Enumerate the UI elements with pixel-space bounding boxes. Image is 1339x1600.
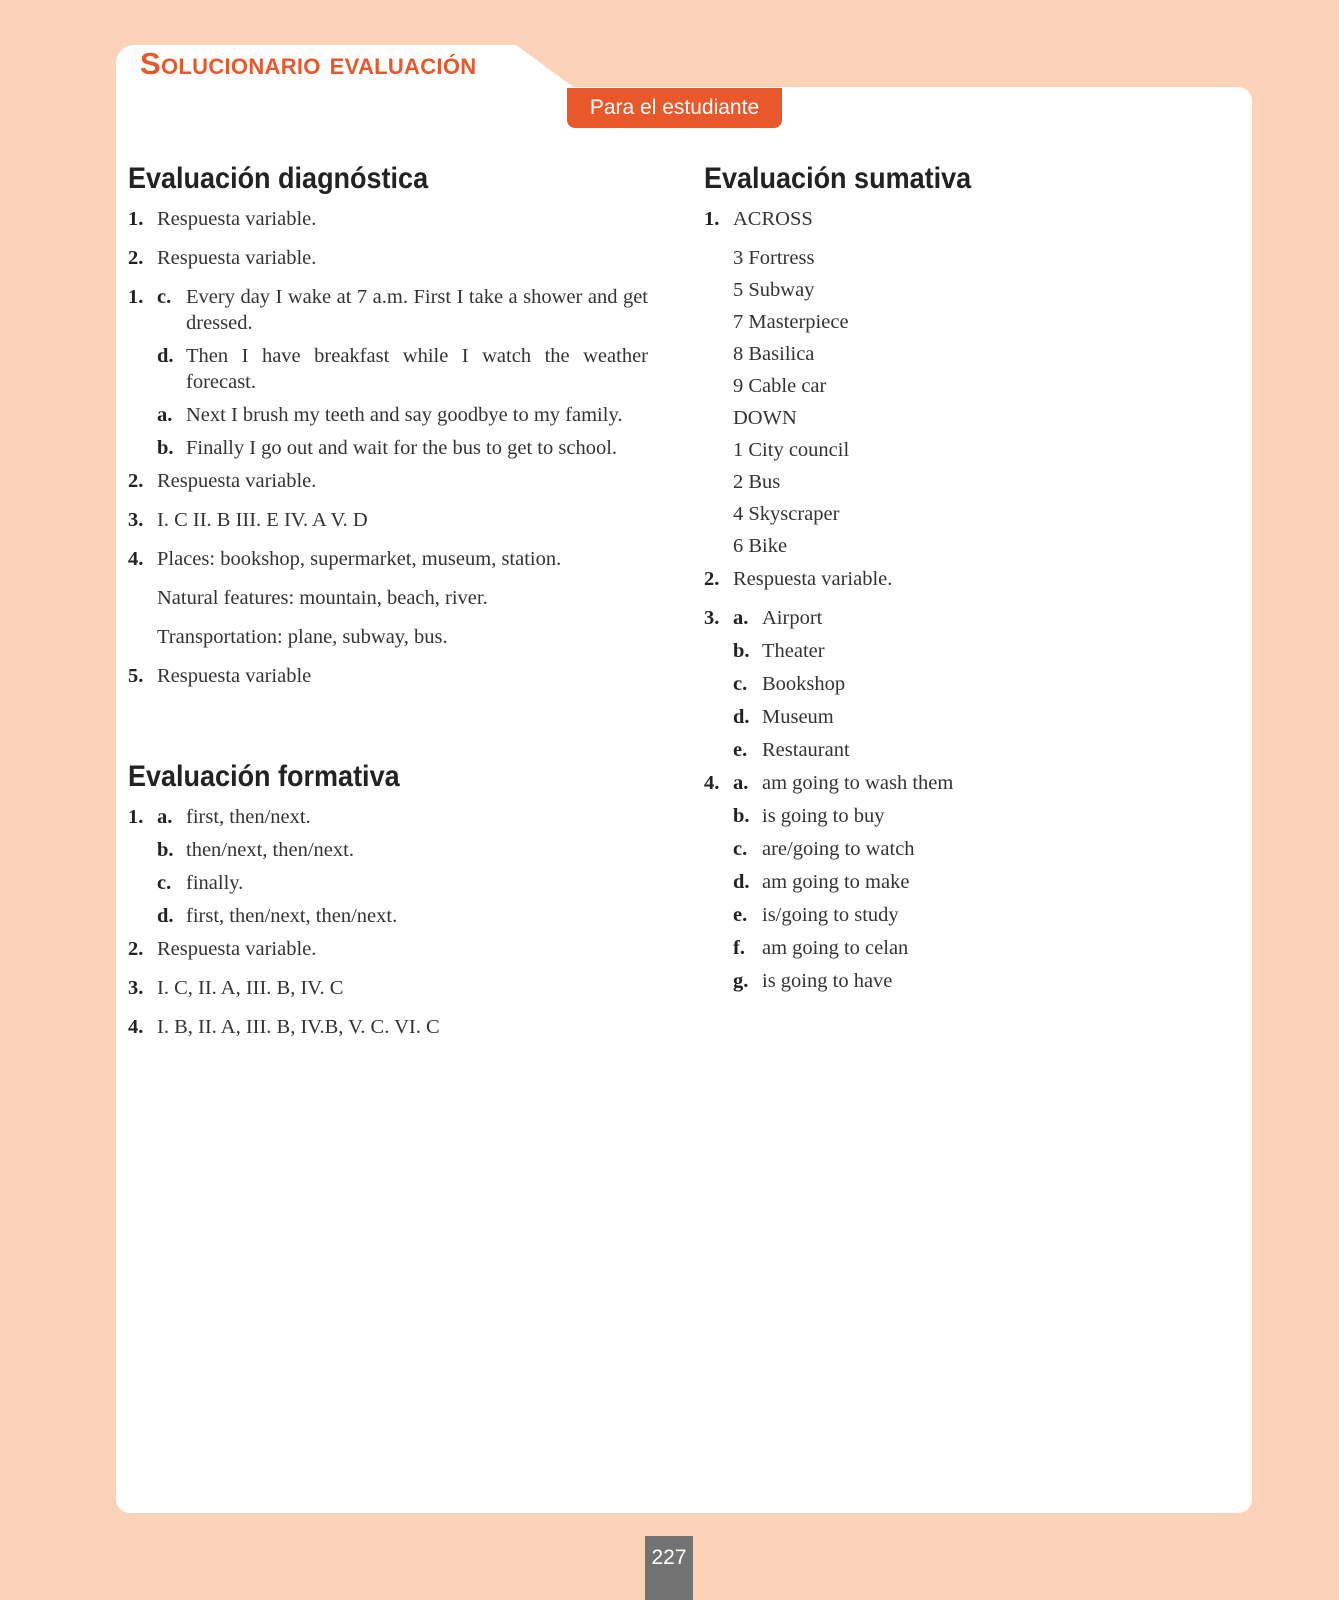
sub-letter: f. bbox=[733, 937, 745, 959]
sub-text: Then I have breakfast while I watch the weather forecast. bbox=[186, 345, 648, 393]
item-number: 4. bbox=[704, 772, 720, 794]
sub-letter: b. bbox=[157, 839, 174, 861]
crossword-answer: 3 Fortress bbox=[733, 247, 815, 269]
item-number: 1. bbox=[704, 208, 720, 230]
sub-text: first, then/next, then/next. bbox=[186, 905, 398, 927]
sub-letter: a. bbox=[733, 607, 749, 629]
sub-item bbox=[157, 837, 648, 863]
sub-letter: e. bbox=[733, 739, 748, 761]
list-item bbox=[704, 605, 1224, 763]
sub-letter: e. bbox=[733, 904, 748, 926]
list-item bbox=[128, 245, 648, 271]
sub-text: Museum bbox=[762, 706, 834, 728]
item-text: Transportation: plane, subway, bus. bbox=[157, 626, 448, 648]
sub-text: finally. bbox=[186, 872, 244, 894]
sub-letter: d. bbox=[733, 706, 750, 728]
sub-letter: c. bbox=[733, 673, 748, 695]
item-number: 5. bbox=[128, 665, 144, 687]
section-title-formativa: Evaluación formativa bbox=[128, 760, 400, 793]
left-column bbox=[128, 162, 648, 1053]
crossword-answer: 5 Subway bbox=[733, 279, 815, 301]
sub-text: first, then/next. bbox=[186, 806, 311, 828]
item-number: 1. bbox=[128, 806, 144, 828]
item-text: Respuesta variable. bbox=[733, 568, 893, 590]
sub-letter: d. bbox=[733, 871, 750, 893]
sub-letter: b. bbox=[157, 437, 174, 459]
sub-text: is going to have bbox=[762, 970, 893, 992]
sub-letter: d. bbox=[157, 905, 174, 927]
sub-text: Airport bbox=[762, 607, 823, 629]
list-item bbox=[128, 206, 648, 232]
item-number: 1. bbox=[128, 286, 144, 308]
item-number: 3. bbox=[128, 977, 144, 999]
list-item bbox=[128, 804, 648, 929]
item-number: 4. bbox=[128, 548, 144, 570]
sub-text: Theater bbox=[762, 640, 825, 662]
section-title-sumativa: Evaluación sumativa bbox=[704, 162, 972, 195]
sub-item bbox=[733, 704, 1224, 730]
sub-item bbox=[157, 343, 648, 395]
crossword-answer: 7 Masterpiece bbox=[733, 311, 849, 333]
sub-letter: d. bbox=[157, 345, 174, 367]
item-text: Respuesta variable bbox=[157, 665, 312, 687]
sub-text: are/going to watch bbox=[762, 838, 915, 860]
list-item-sequence bbox=[128, 284, 648, 461]
title-tab-corner bbox=[496, 45, 576, 89]
item-number: 2. bbox=[128, 470, 144, 492]
item-text: Natural features: mountain, beach, river. bbox=[157, 587, 488, 609]
sub-item bbox=[157, 903, 648, 929]
sub-item bbox=[733, 770, 1224, 796]
list-item bbox=[128, 507, 648, 533]
crossword-answer: 6 Bike bbox=[733, 535, 788, 557]
sub-letter: a. bbox=[733, 772, 749, 794]
sub-text: Finally I go out and wait for the bus to get to school. bbox=[186, 437, 618, 459]
item-text: Respuesta variable. bbox=[157, 470, 317, 492]
sub-letter: c. bbox=[157, 286, 172, 308]
sub-text: Every day I wake at 7 a.m. First I take a shower and get dressed. bbox=[186, 286, 648, 334]
item-text: Respuesta variable. bbox=[157, 938, 317, 960]
sub-text: am going to celan bbox=[762, 937, 909, 959]
item-text: Respuesta variable. bbox=[157, 247, 317, 269]
sub-letter: c. bbox=[157, 872, 172, 894]
sub-text: am going to wash them bbox=[762, 772, 954, 794]
sub-item bbox=[733, 671, 1224, 697]
sub-item bbox=[733, 902, 1224, 928]
sub-letter: a. bbox=[157, 404, 173, 426]
item-number: 3. bbox=[704, 607, 720, 629]
crossword-answer: 8 Basilica bbox=[733, 343, 815, 365]
sub-item bbox=[733, 605, 1224, 631]
list-item bbox=[704, 770, 1224, 994]
sub-text: is going to buy bbox=[762, 805, 885, 827]
item-number: 4. bbox=[128, 1016, 144, 1038]
item-number: 2. bbox=[128, 247, 144, 269]
crossword-answer: 4 Skyscraper bbox=[733, 503, 840, 525]
page-number: 227 bbox=[645, 1536, 693, 1600]
section-title-diagnostica: Evaluación diagnóstica bbox=[128, 162, 429, 195]
sub-text: Bookshop bbox=[762, 673, 846, 695]
across-label: ACROSS bbox=[733, 208, 813, 230]
list-item bbox=[128, 546, 648, 650]
list-item bbox=[128, 936, 648, 962]
header-title: Solucionario evaluación bbox=[140, 46, 477, 81]
sub-item bbox=[733, 836, 1224, 862]
sub-letter: a. bbox=[157, 806, 173, 828]
crossword-answer: 2 Bus bbox=[733, 471, 781, 493]
sub-item bbox=[733, 968, 1224, 994]
crossword-answer: 1 City council bbox=[733, 439, 850, 461]
sub-text: Restaurant bbox=[762, 739, 850, 761]
item-number: 2. bbox=[128, 938, 144, 960]
sub-item bbox=[157, 870, 648, 896]
crossword-answer: 9 Cable car bbox=[733, 375, 827, 397]
sub-item bbox=[733, 869, 1224, 895]
item-text: Respuesta variable. bbox=[157, 208, 317, 230]
item-text: I. C, II. A, III. B, IV. C bbox=[157, 977, 344, 999]
right-column bbox=[704, 162, 1224, 1001]
sub-item bbox=[157, 435, 648, 461]
item-text: I. B, II. A, III. B, IV.B, V. C. VI. C bbox=[157, 1016, 440, 1038]
list-item bbox=[128, 468, 648, 494]
down-label: DOWN bbox=[733, 407, 797, 429]
sub-letter: g. bbox=[733, 970, 749, 992]
sub-letter: c. bbox=[733, 838, 748, 860]
sub-item bbox=[733, 638, 1224, 664]
item-number: 3. bbox=[128, 509, 144, 531]
sub-item bbox=[733, 935, 1224, 961]
item-number: 1. bbox=[128, 208, 144, 230]
item-number: 2. bbox=[704, 568, 720, 590]
sub-text: then/next, then/next. bbox=[186, 839, 354, 861]
item-text: Places: bookshop, supermarket, museum, station. bbox=[157, 548, 562, 570]
list-item bbox=[128, 663, 648, 689]
list-item bbox=[128, 1014, 648, 1040]
sub-item bbox=[157, 804, 648, 830]
sub-text: is/going to study bbox=[762, 904, 899, 926]
sub-item bbox=[733, 737, 1224, 763]
sub-item bbox=[157, 284, 648, 336]
sub-letter: b. bbox=[733, 805, 750, 827]
sub-letter: b. bbox=[733, 640, 750, 662]
list-item-crossword bbox=[704, 206, 1224, 559]
sub-text: Next I brush my teeth and say goodbye to my family. bbox=[186, 404, 623, 426]
sub-item bbox=[157, 402, 648, 428]
item-text: I. C II. B III. E IV. A V. D bbox=[157, 509, 368, 531]
header-badge: Para el estudiante bbox=[567, 88, 782, 128]
list-item bbox=[704, 566, 1224, 592]
sub-text: am going to make bbox=[762, 871, 910, 893]
sub-item bbox=[733, 803, 1224, 829]
list-item bbox=[128, 975, 648, 1001]
